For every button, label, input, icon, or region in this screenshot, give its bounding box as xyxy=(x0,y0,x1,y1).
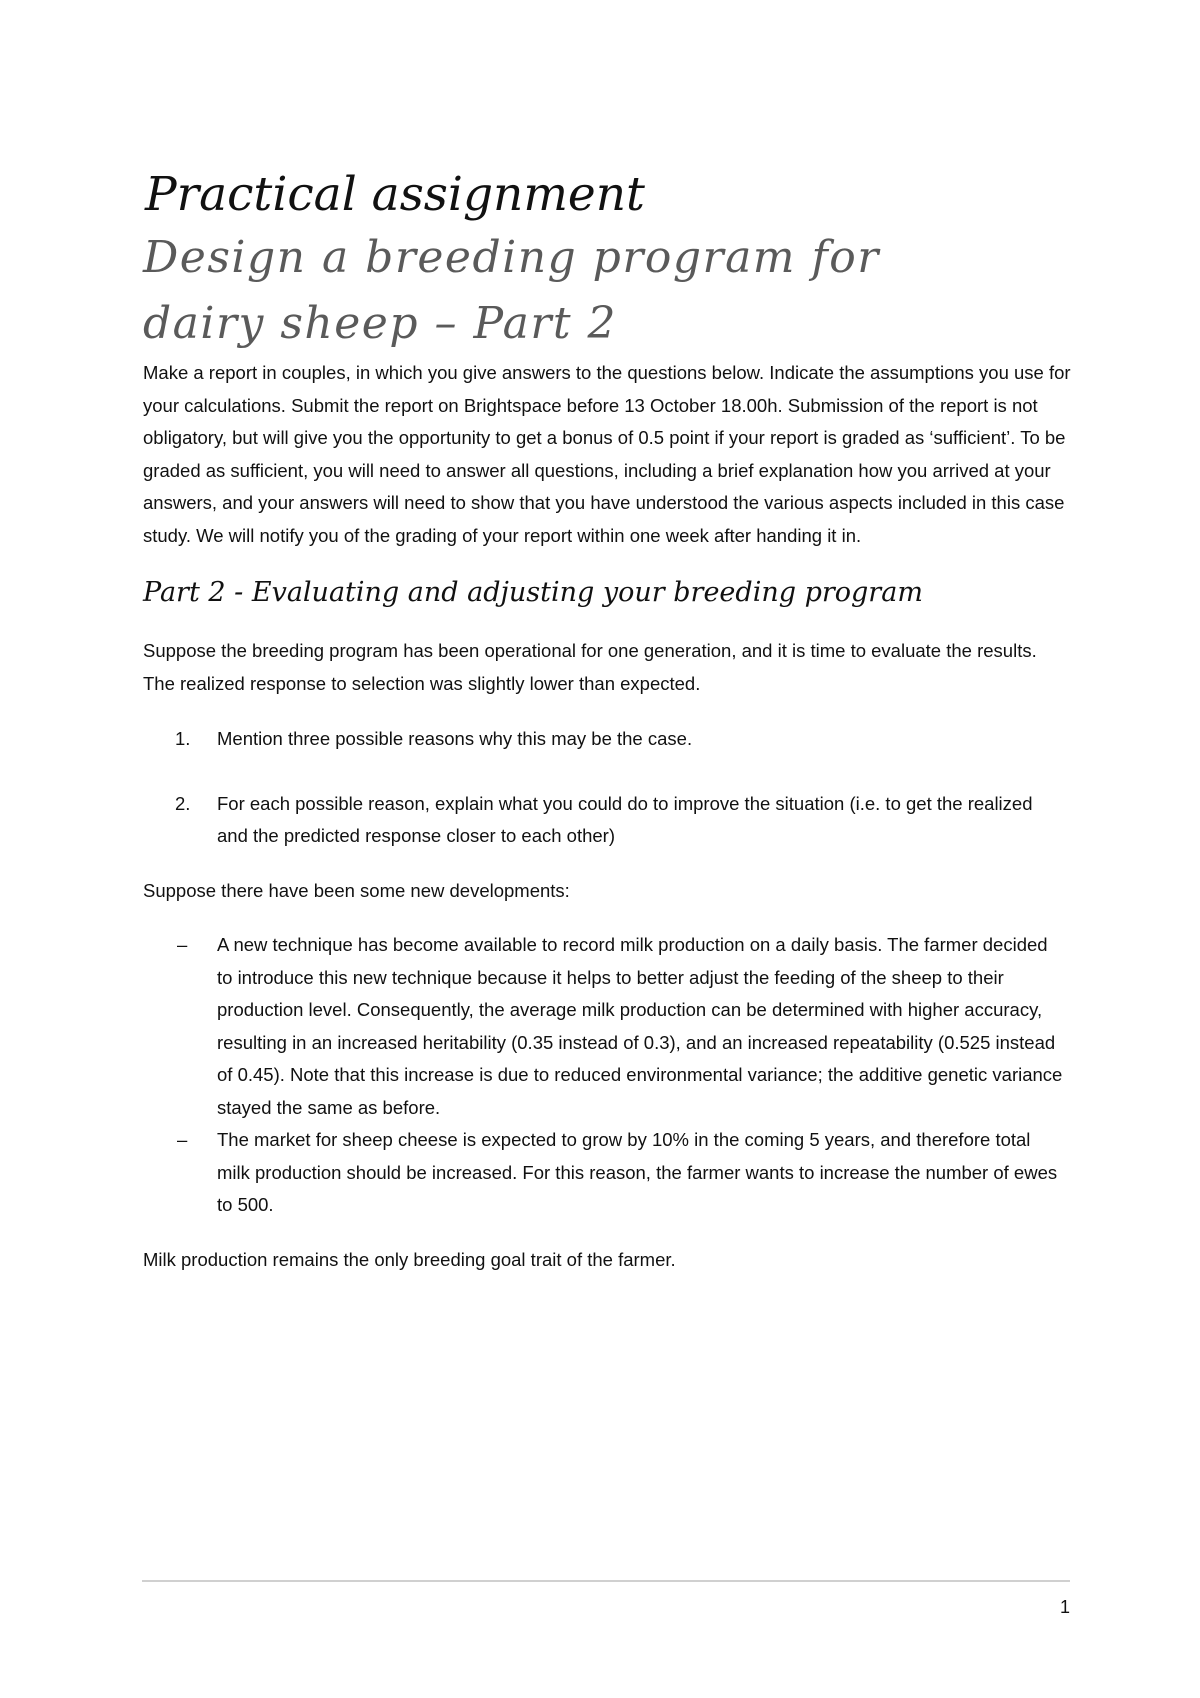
intro-paragraph: Make a report in couples, in which you give answers to the questions below. Indicate the assumptions you use for your calculations. Submit the report on Brightspace before 13 October 18.00h. Submission of the report is not obligatory, but will give you the opportunity to get a bonus of 0.5 point if your report is graded as ‘sufficient’. To be graded as sufficient, you will need to answer all questions, including a brief explanation how you arrived at your answers, and your answers will need to show that you have understood the various aspects included in this case study. We will notify you of the grading of your report within one week after handing it in. xyxy=(143,362,1071,546)
development-item xyxy=(143,1124,1063,1222)
question-number: 2. xyxy=(175,792,191,814)
developments-list xyxy=(143,929,1063,1222)
page-number: 1 xyxy=(1059,1597,1070,1617)
question-text: Mention three possible reasons why this may be the case. xyxy=(217,728,693,749)
suppose-paragraph-2: Suppose there have been some new developments: xyxy=(143,879,570,901)
question-item xyxy=(143,788,1063,853)
question-item xyxy=(143,723,1063,756)
question-text: For each possible reason, explain what you could do to improve the situation (i.e. to get the realized and the predicted response closer to each other) xyxy=(217,792,1033,846)
document-subtitle: Design a breeding program for dairy sheep – Part 2 xyxy=(143,232,880,349)
section-heading: Part 2 - Evaluating and adjusting your breeding program xyxy=(143,577,923,608)
development-text: A new technique has become available to record milk production on a daily basis. The farmer decided to introduce this new technique because it helps to better adjust the feeding of the sheep to their production level. Consequently, the average milk production can be determined with higher accuracy, resulting in an increased heritability (0.35 instead of 0.3), and an increased repeatability (0.525 instead of 0.45). Note that this increase is due to reduced environmental variance; the additive genetic variance stayed the same as before. xyxy=(217,934,1063,1118)
footer-divider xyxy=(142,1580,1070,1582)
suppose-paragraph-1: Suppose the breeding program has been operational for one generation, and it is time to evaluate the results. The realized response to selection was slightly lower than expected. xyxy=(143,640,1037,694)
dash-marker: – xyxy=(177,1129,188,1150)
question-list xyxy=(143,723,1063,853)
dash-marker: – xyxy=(177,934,188,955)
development-text: The market for sheep cheese is expected to grow by 10% in the coming 5 years, and therefore total milk production should be increased. For this reason, the farmer wants to increase the number of ewes to 500. xyxy=(217,1129,1058,1215)
development-item xyxy=(143,929,1063,1124)
question-number: 1. xyxy=(175,728,191,749)
document-page xyxy=(143,165,1071,1276)
document-title: Practical assignment xyxy=(145,167,645,222)
final-paragraph: Milk production remains the only breeding goal trait of the farmer. xyxy=(143,1248,676,1270)
